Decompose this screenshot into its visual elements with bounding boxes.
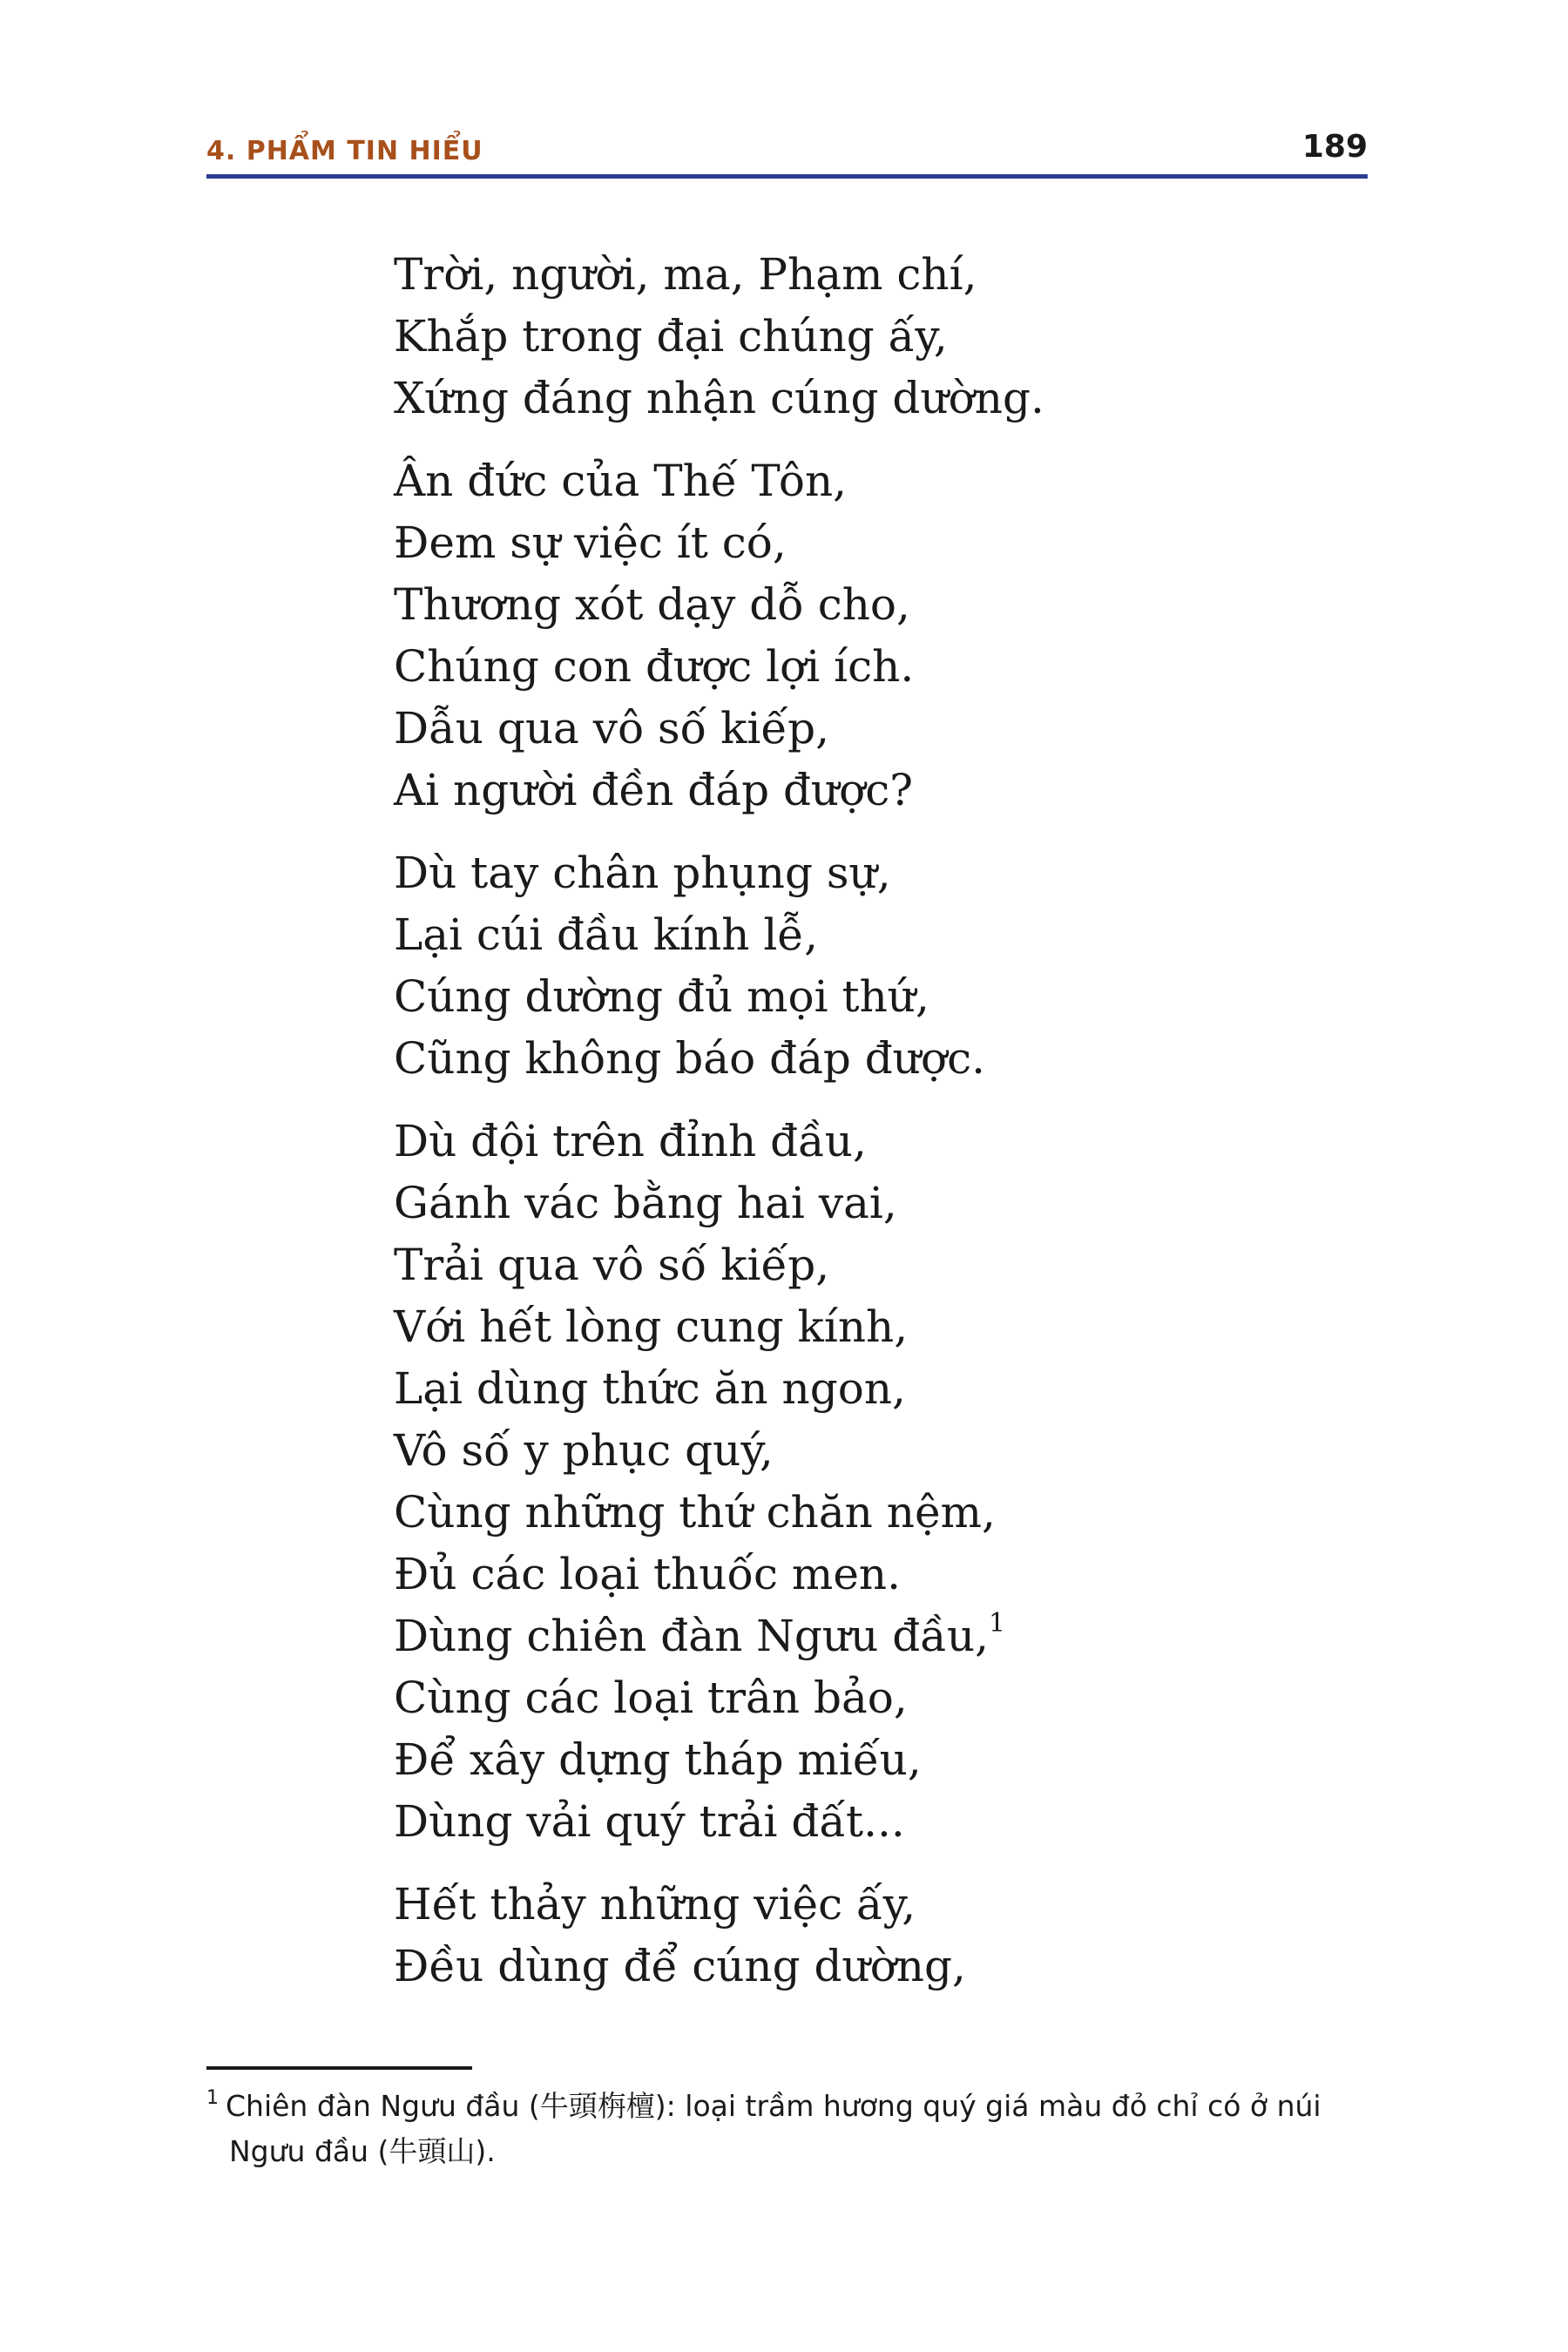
poem-line: Khắp trong đại chúng ấy,: [394, 311, 948, 362]
poem-line: Trời, người, ma, Phạm chí,: [394, 249, 977, 300]
stanza-4: [394, 1111, 1352, 1853]
poem-line: Cùng những thứ chăn nệm,: [394, 1487, 996, 1538]
footnote-mark: 1: [206, 2087, 219, 2109]
poem-line: Gánh vác bằng hai vai,: [394, 1178, 897, 1228]
poem-line: Cúng dường đủ mọi thứ,: [394, 971, 929, 1022]
footnote: [206, 2084, 1368, 2174]
footnote-divider: [206, 2066, 472, 2070]
poem-body: [394, 244, 1352, 2018]
footnote-reference[interactable]: 1: [988, 1608, 1006, 1639]
poem-line: Đem sự việc ít có,: [394, 517, 787, 568]
poem-line: Dù tay chân phụng sự,: [394, 848, 891, 898]
poem-line: Dẫu qua vô số kiếp,: [394, 703, 830, 754]
poem-line: Cũng không báo đáp được.: [394, 1033, 986, 1084]
poem-line: Cùng các loại trân bảo,: [394, 1673, 908, 1723]
poem-line: Với hết lòng cung kính,: [394, 1301, 909, 1352]
poem-line: Đủ các loại thuốc men.: [394, 1549, 902, 1599]
chapter-title: 4. PHẨM TIN HIỂU: [206, 136, 483, 166]
poem-line: Vô số y phục quý,: [394, 1425, 774, 1476]
poem-line: Lại dùng thức ăn ngon,: [394, 1363, 906, 1414]
stanza-2: [394, 450, 1352, 821]
poem-line-text: Dùng chiên đàn Ngưu đầu,: [394, 1611, 989, 1661]
poem-line: Dù đội trên đỉnh đầu,: [394, 1116, 867, 1166]
stanza-1: [394, 244, 1352, 429]
poem-line: Để xây dựng tháp miếu,: [394, 1734, 922, 1785]
poem-line-with-footnote: [394, 1605, 1352, 1667]
footnote-line-1: [206, 2084, 1368, 2129]
poem-line: Trải qua vô số kiếp,: [394, 1240, 830, 1290]
stanza-3: [394, 842, 1352, 1090]
footnote-line-2: Ngưu đầu (牛頭山).: [229, 2134, 496, 2168]
poem-line: Đều dùng để cúng dường,: [394, 1941, 966, 1991]
poem-line: Ân đức của Thế Tôn,: [394, 456, 848, 506]
stanza-5: [394, 1874, 1352, 1997]
poem-line: Lại cúi đầu kính lễ,: [394, 909, 818, 960]
poem-line: Thương xót dạy dỗ cho,: [394, 579, 910, 630]
footnote-text-1: Chiên đàn Ngưu đầu (牛頭栴檀): loại trầm hương quý giá màu đỏ chỉ có ở núi: [226, 2089, 1321, 2123]
page-header: [206, 129, 1368, 181]
poem-line: Ai người đền đáp được?: [394, 765, 914, 815]
page-number: 189: [1301, 129, 1368, 165]
poem-line: Chúng con được lợi ích.: [394, 641, 915, 692]
poem-line: Xứng đáng nhận cúng dường.: [394, 373, 1044, 423]
header-divider: [206, 174, 1368, 179]
poem-line: Hết thảy những việc ấy,: [394, 1879, 916, 1930]
poem-line: Dùng vải quý trải đất...: [394, 1796, 905, 1847]
